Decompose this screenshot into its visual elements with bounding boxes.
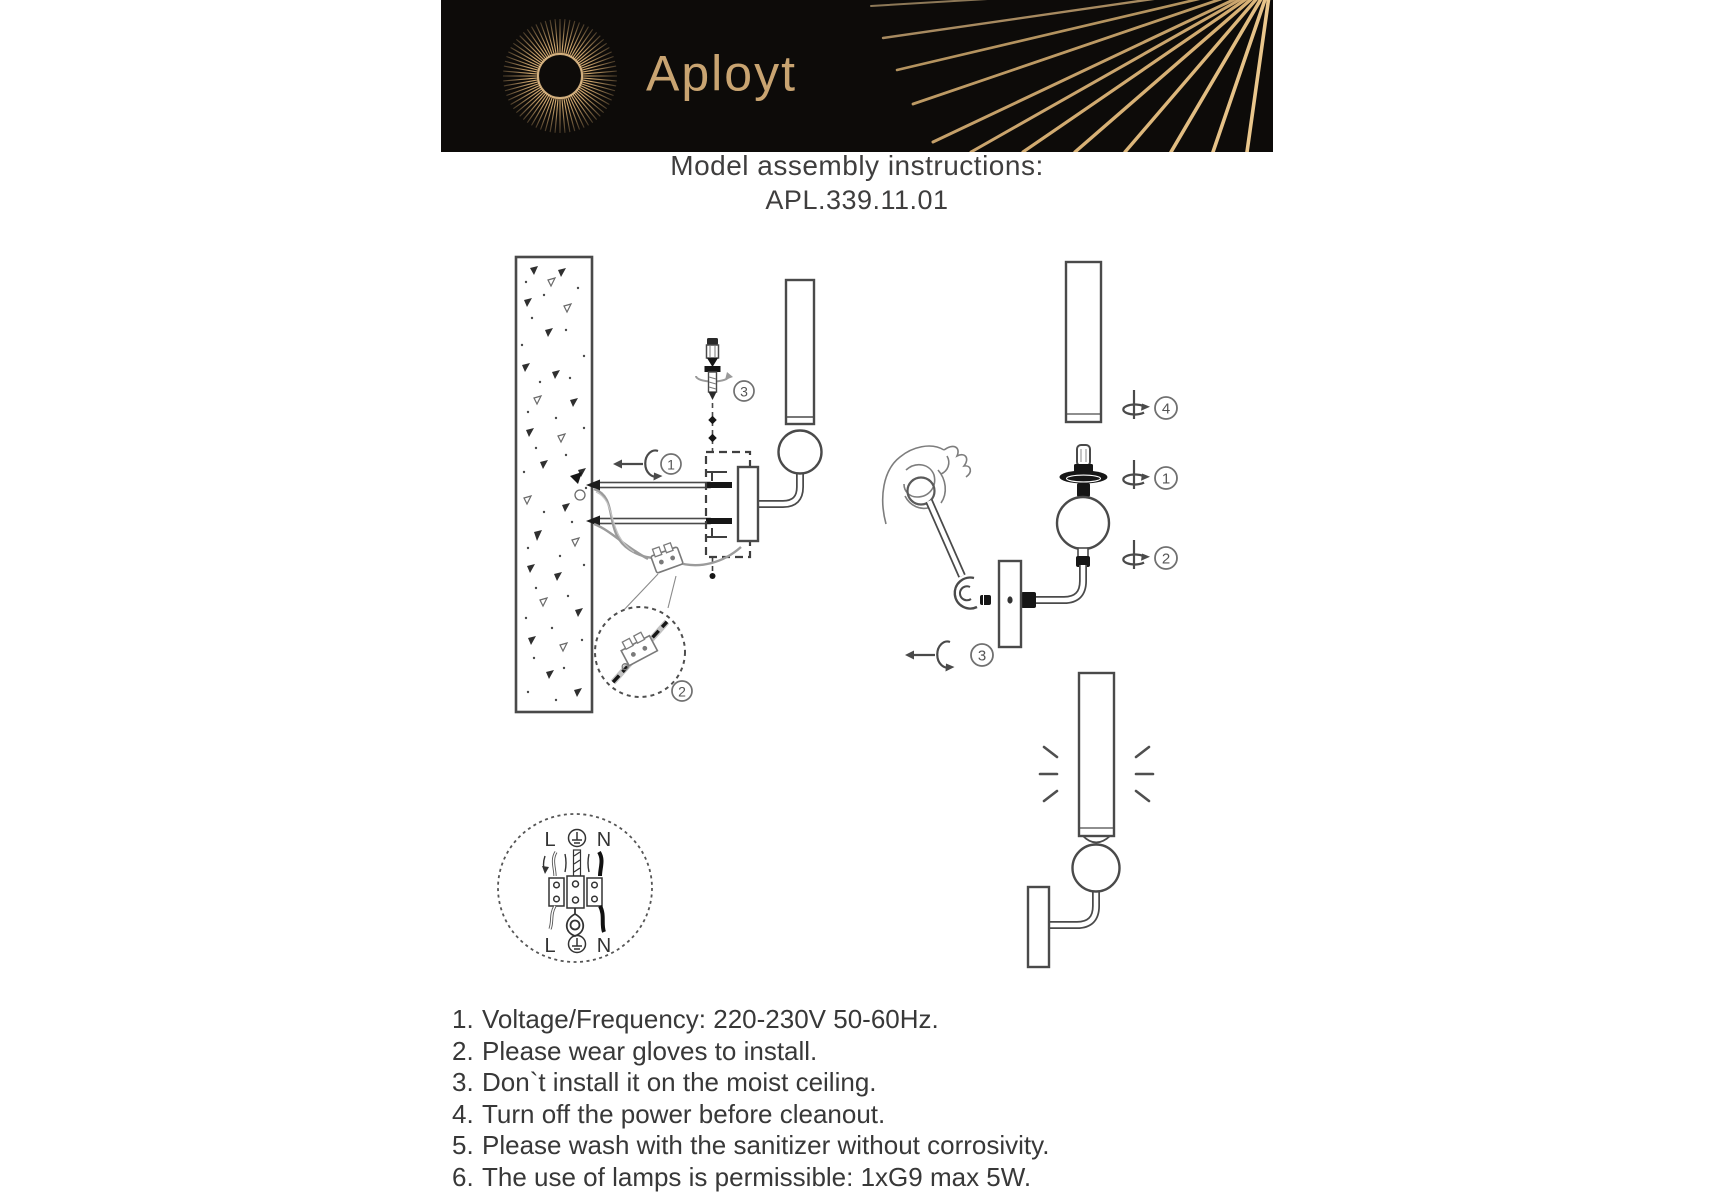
brand-banner [441, 0, 1273, 152]
item-number: 4. [452, 1098, 474, 1129]
step3-badge: 3 [740, 383, 748, 400]
wiring-top-l: L [544, 829, 556, 851]
mounting-screws [570, 472, 732, 527]
page-title: Model assembly instructions: [670, 150, 1044, 181]
item-number: 6. [452, 1161, 474, 1192]
arm-and-plate [980, 561, 1083, 647]
wiring-bottom-n: N [596, 935, 612, 957]
connector-detail-view [595, 574, 692, 701]
item-number: 3. [452, 1067, 474, 1097]
instruction-item [452, 1036, 1212, 1068]
step2-badge-right: 2 [1161, 550, 1171, 568]
assembled-lamp [1028, 673, 1153, 967]
adjust-screw-step3 [696, 338, 754, 452]
rotate-step1-icon [613, 451, 681, 481]
wire-connector [649, 541, 684, 573]
item-number: 5. [452, 1130, 474, 1160]
wall-section [516, 257, 592, 712]
instruction-item [452, 1067, 1212, 1099]
step3-badge-right: 3 [977, 647, 987, 665]
right-exploded-view [883, 262, 1177, 672]
step1-badge-right: 1 [1161, 470, 1171, 488]
banner-rays-decoration [843, 0, 1273, 152]
item-text: Please wash with the sanitizer without corrosivity. [482, 1130, 1050, 1160]
item-text: Please wear gloves to install. [482, 1035, 818, 1066]
item-text: Turn off the power before cleanout. [482, 1098, 886, 1129]
sunburst-logo-icon [485, 1, 635, 151]
instruction-list [452, 1004, 1212, 1193]
ball-joint [1057, 497, 1109, 549]
item-number: 1. [452, 1004, 474, 1034]
step2-badge: 2 [678, 683, 686, 700]
wiring-bottom-l: L [544, 935, 556, 957]
wiring-diagram [498, 814, 652, 962]
assembly-diagrams [430, 228, 1290, 988]
item-text: Don`t install it on the moist ceiling. [482, 1067, 877, 1097]
hand-with-wrench [883, 446, 977, 609]
item-text: The use of lamps is permissible: 1xG9 max 5W. [482, 1161, 1032, 1192]
glass-tube [1066, 262, 1101, 422]
instruction-item [452, 1004, 1212, 1036]
step1-badge: 1 [667, 456, 675, 473]
brand-wordmark: Aployt [646, 45, 797, 102]
instruction-item [452, 1162, 1212, 1194]
terminal-block [549, 876, 602, 908]
step4-badge: 4 [1161, 400, 1171, 418]
lamp-body-left [738, 280, 822, 541]
title-block [441, 150, 1273, 216]
item-text: Voltage/Frequency: 220-230V 50-60Hz. [482, 1004, 939, 1034]
g9-bulb-socket [1060, 445, 1108, 497]
instruction-item [452, 1099, 1212, 1131]
model-number: APL.339.11.01 [765, 185, 949, 215]
left-diagram-wall-mounting [516, 257, 822, 712]
instruction-item [452, 1130, 1212, 1162]
item-number: 2. [452, 1035, 474, 1066]
wiring-top-n: N [596, 829, 612, 851]
